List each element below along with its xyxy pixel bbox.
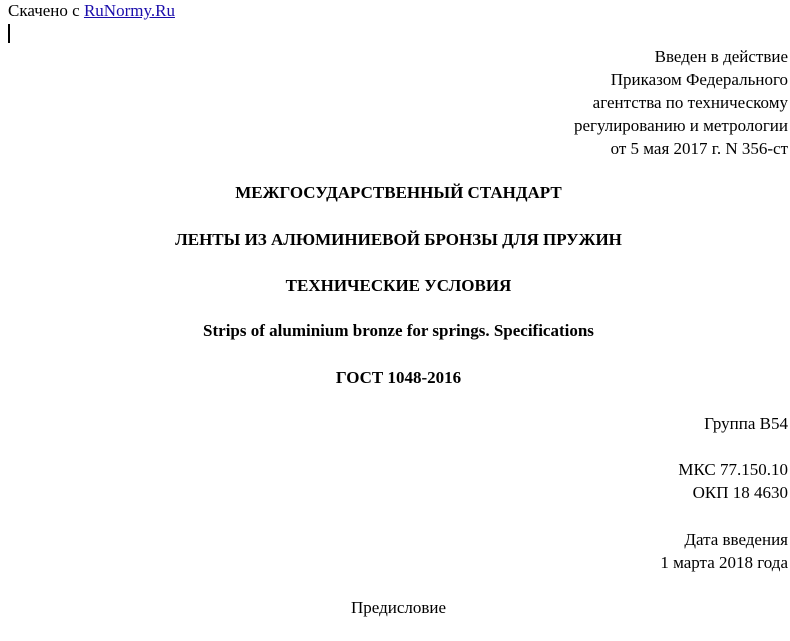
approval-line: Введен в действие bbox=[654, 47, 788, 66]
document-subtitle: ТЕХНИЧЕСКИЕ УСЛОВИЯ bbox=[285, 276, 512, 295]
document-title: ЛЕНТЫ ИЗ АЛЮМИНИЕВОЙ БРОНЗЫ ДЛЯ ПРУЖИН bbox=[175, 230, 622, 249]
approval-block bbox=[574, 45, 788, 160]
approval-line: регулированию и метрологии bbox=[573, 116, 788, 135]
english-title: Strips of aluminium bronze for springs. Specifications bbox=[203, 321, 594, 340]
classification-group: Группа В54 bbox=[704, 414, 788, 433]
effective-date-label: Дата введения bbox=[684, 530, 788, 549]
classification-mks: МКС 77.150.10 bbox=[678, 460, 788, 479]
source-prefix: Скачено с bbox=[8, 1, 84, 20]
section-heading-foreword: Предисловие bbox=[350, 598, 447, 617]
approval-line: Приказом Федерального bbox=[610, 70, 788, 89]
standard-code: ГОСТ 1048-2016 bbox=[335, 368, 462, 387]
standard-type-heading: МЕЖГОСУДАРСТВЕННЫЙ СТАНДАРТ bbox=[235, 183, 562, 202]
approval-line: от 5 мая 2017 г. N 356-ст bbox=[610, 139, 788, 158]
classification-okp: ОКП 18 4630 bbox=[692, 483, 788, 502]
approval-line: агентства по техническому bbox=[592, 93, 788, 112]
source-line bbox=[8, 1, 175, 21]
text-cursor bbox=[8, 24, 10, 43]
effective-date-value: 1 марта 2018 года bbox=[660, 553, 788, 572]
source-link[interactable]: RuNormy.Ru bbox=[83, 1, 175, 20]
